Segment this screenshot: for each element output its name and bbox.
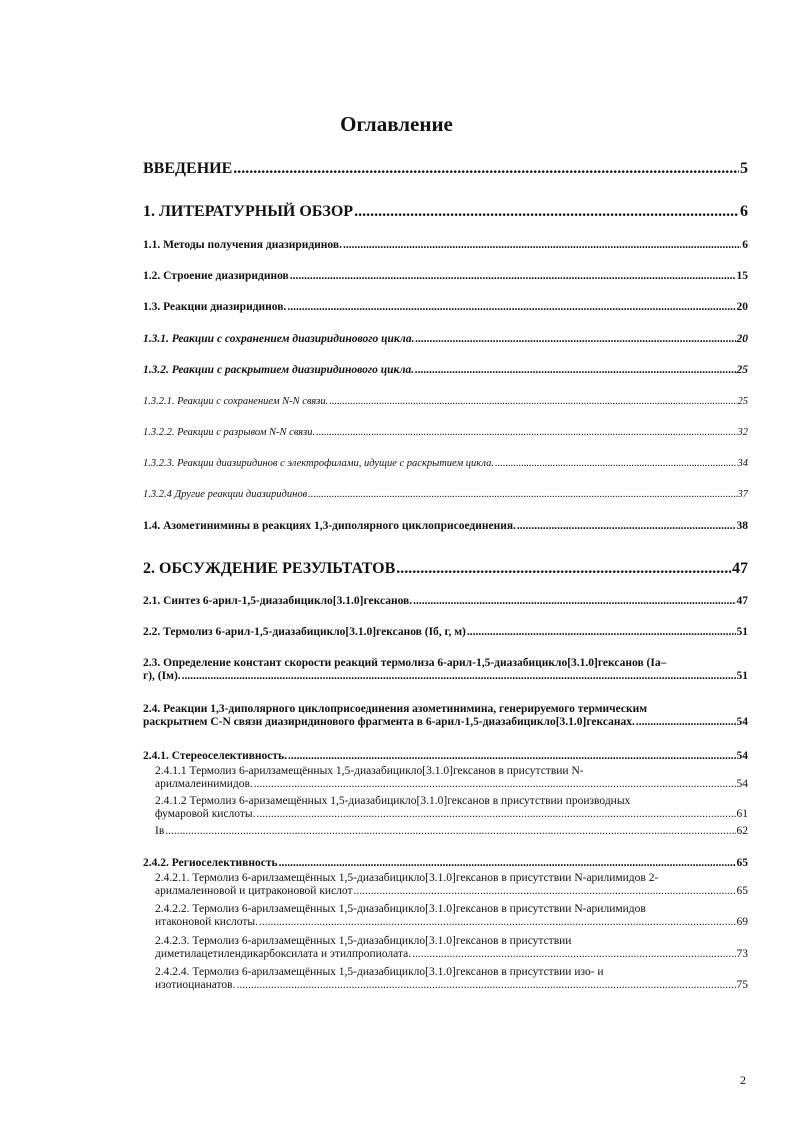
toc-entry-1-3-2: 1.3.2. Реакции с раскрытием диазиридинового цикла. ..... 25 xyxy=(143,364,748,376)
toc-entry-2-4: 2.4. Реакции 1,3-диполярного циклоприсоединения азометинимина, генерируемого термическим раскрытием C-N связи диазиридинового фрагмента в 6-арил-1,5-диазабицикло[3.1.0]гексанах. ..... 54 xyxy=(143,703,748,728)
toc-entry-chapter-2: 2. ОБСУЖДЕНИЕ РЕЗУЛЬТАТОВ ..... 47 xyxy=(143,560,748,578)
toc-entry-iv: Iв ..... 62 xyxy=(155,825,748,837)
toc-entry-1-1: 1.1. Методы получения диазиридинов. ..... 6 xyxy=(143,239,748,251)
toc-entry-2-1: 2.1. Синтез 6-арил-1,5-диазабицикло[3.1.0]гексанов. ..... 47 xyxy=(143,595,748,607)
toc-entry-1-3-2-3: 1.3.2.3. Реакции диазиридинов с электрофилами, идущие с раскрытием цикла. ..... 34 xyxy=(143,458,748,469)
toc-entry-1-2: 1.2. Строение диазиридинов ..... 15 xyxy=(143,270,748,282)
toc-entry-2-4-2-2: 2.4.2.2. Термолиз 6-арилзамещённых 1,5-диазабицикло[3.1.0]гексанов в присутствии N-арилимидов итаконовой кислоты. ..... 69 xyxy=(155,903,748,928)
toc-entry-1-4: 1.4. Азометинимины в реакциях 1,3-диполярного циклоприсоединения. ..... 38 xyxy=(143,520,748,532)
toc-entry-2-3: 2.3. Определение констант скорости реакций термолиза 6-арил-1,5-диазабицикло[3.1.0]гексанов (Iа– г), (Iм). ..... 51 xyxy=(143,657,748,682)
toc-entry-2-2: 2.2. Термолиз 6-арил-1,5-диазабицикло[3.1.0]гексанов (Iб, г, м) ..... 51 xyxy=(143,626,748,638)
toc-entry-1-3-2-1: 1.3.2.1. Реакции с сохранением N-N связи. ..... 25 xyxy=(143,396,748,407)
toc-entry-1-3-1: 1.3.1. Реакции с сохранением диазиридинового цикла. ..... 20 xyxy=(143,333,748,345)
toc-entry-2-4-1: 2.4.1. Стереоселективность. ..... 54 xyxy=(143,750,748,762)
toc-entry-chapter-1: 1. ЛИТЕРАТУРНЫЙ ОБЗОР ..... 6 xyxy=(143,203,748,221)
toc-entry-1-3-2-4: 1.3.2.4 Другие реакции диазиридинов ..... 37 xyxy=(143,489,748,500)
toc-entry-2-4-2-1: 2.4.2.1. Термолиз 6-арилзамещённых 1,5-диазабицикло[3.1.0]гексанов в присутствии N-арилимидов 2- арилмалеиновой и цитраконовой кислот ..... 65 xyxy=(155,872,748,897)
toc-entry-2-4-2-3: 2.4.2.3. Термолиз 6-арилзамещённых 1,5-диазабицикло[3.1.0]гексанов в присутствии диметилацетилендикарбоксилата и этилпропиолата. ..... 73 xyxy=(155,935,748,960)
toc-entry-introduction: ВВЕДЕНИЕ ..... 5 xyxy=(143,160,748,178)
toc-entry-2-4-1-2: 2.4.1.2 Термолиз 6-аризамещённых 1,5-диазабицикло[3.1.0]гексанов в присутствии производных фумаровой кислоты. ..... 61 xyxy=(155,795,748,820)
toc-entry-1-3-2-2: 1.3.2.2. Реакции с разрывом N-N связи. ..... 32 xyxy=(143,427,748,438)
toc-entry-2-4-1-1: 2.4.1.1 Термолиз 6-арилзамещённых 1,5-диазабицикло[3.1.0]гексанов в присутствии N- арилмалеинимидов. ..... 54 xyxy=(155,765,748,790)
toc-entry-2-4-2: 2.4.2. Региоселективность ..... 65 xyxy=(143,857,748,869)
toc-entry-1-3: 1.3. Реакции диазиридинов. ..... 20 xyxy=(143,301,748,313)
page-number: 2 xyxy=(740,1073,746,1087)
toc-entry-2-4-2-4: 2.4.2.4. Термолиз 6-арилзамещённых 1,5-диазабицикло[3.1.0]гексанов в присутствии изо- и изотиоцианатов. ..... 75 xyxy=(155,966,748,991)
page-title: Оглавление xyxy=(340,112,453,136)
